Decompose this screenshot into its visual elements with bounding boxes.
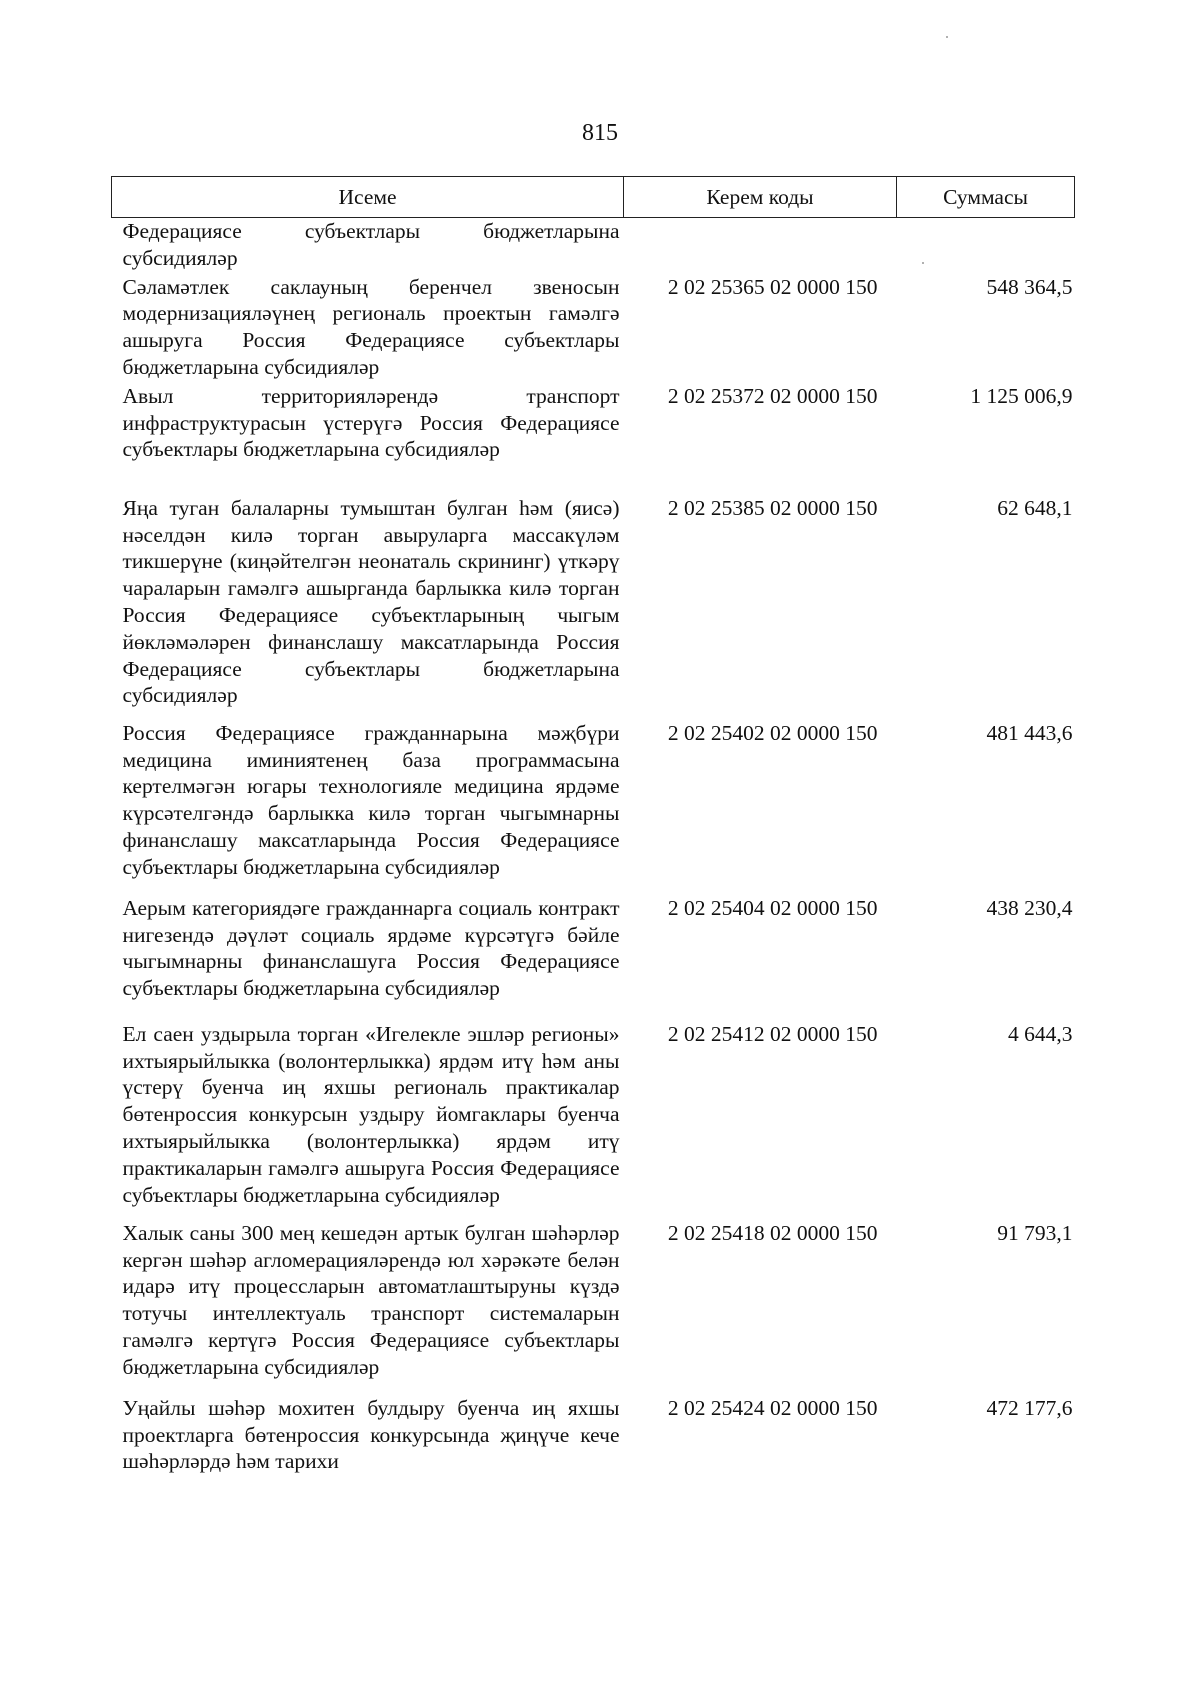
header-name: Исеме <box>112 177 624 218</box>
row-code: 2 02 25365 02 0000 150 <box>667 274 878 299</box>
table-row <box>112 218 1075 274</box>
row-amount: 4 644,3 <box>1008 1021 1073 1046</box>
budget-table <box>111 176 1075 1477</box>
table-row <box>112 383 1075 495</box>
table-row <box>112 1021 1075 1220</box>
row-name: Ел саен уздырыла торган «Игелекле эшләр регионы» ихтыярыйлыкка (волонтерлыкка) ярдәм итү һәм аны үстерү буенча иң яхшы региональ практикалар бөтенроссия конкурсын уздыру йомгаклары буенча ихтыярыйлыкка (волонтерлыкка) ярдәм итү практикаларын гамәлгә ашыруга Россия Федерациясе субъектлары бюджетларына субсидияләр <box>122 1021 620 1207</box>
row-code: 2 02 25372 02 0000 150 <box>667 383 878 408</box>
page-number: 815 <box>582 120 618 146</box>
row-name: Авыл территорияләрендә транспорт инфраструктурасын үстерүгә Россия Федерациясе субъектлары бюджетларына субсидияләр <box>122 383 620 462</box>
row-name: Халык саны 300 мең кешедән артык булган шәһәрләр кергән шәһәр агломерацияләрендә юл хәрәкәте белән идарә итү процессларын автоматлаштыруны күздә тотучы интеллектуаль транспорт системаларын гамәлгә кертүгә Россия Федерациясе субъектлары бюджетларына субсидияләр <box>122 1220 620 1379</box>
row-amount: 1 125 006,9 <box>970 383 1073 408</box>
row-code: 2 02 25404 02 0000 150 <box>667 895 878 920</box>
table-row <box>112 1220 1075 1395</box>
row-code: 2 02 25424 02 0000 150 <box>667 1395 878 1420</box>
row-amount <box>897 218 1075 274</box>
row-code <box>624 218 897 274</box>
row-name: Аерым категориядәге гражданнарга социаль контракт нигезендә дәүләт социаль ярдәме күрсәтүгә бәйле чыгымнарны финанслашуга Россия Федерациясе субъектлары бюджетларына субсидияләр <box>122 895 620 1001</box>
table-row <box>112 895 1075 1021</box>
table-row <box>112 274 1075 383</box>
row-name: Яңа туган балаларны тумыштан булган һәм (яисә) нәселдән килә торган авыруларга массакүләм тикшерүне (киңәйтелгән неонаталь скрининг) үткәрү чараларын гамәлгә ашырганда барлыкка килә торган Россия Федерациясе субъектларының чыгым йөкләмәләрен финанслашу максатларында Россия Федерациясе субъектлары бюджетларына субсидияләр <box>122 495 620 708</box>
scan-speck <box>946 36 948 38</box>
row-code: 2 02 25418 02 0000 150 <box>667 1220 878 1245</box>
row-name: Сәламәтлек саклауның беренчел звеносын модернизацияләүнең региональ проектын гамәлгә ашыруга Россия Федерациясе субъектлары бюджетларына субсидияләр <box>122 274 620 379</box>
table-row <box>112 1395 1075 1477</box>
row-amount: 62 648,1 <box>997 495 1073 520</box>
row-code: 2 02 25412 02 0000 150 <box>667 1021 878 1046</box>
header-amount: Суммасы <box>897 177 1075 218</box>
row-amount: 481 443,6 <box>986 720 1073 745</box>
header-code: Керем коды <box>624 177 897 218</box>
row-code: 2 02 25402 02 0000 150 <box>667 720 878 745</box>
row-name: Федерациясе субъектлары бюджетларына субсидияләр <box>122 219 620 270</box>
table-row <box>112 495 1075 720</box>
table-header-row <box>112 177 1075 218</box>
row-name: Уңайлы шәһәр мохитен булдыру буенча иң яхшы проектларга бөтенроссия конкурсында җиңүче кече шәһәрләрдә һәм тарихи <box>122 1395 620 1474</box>
row-amount: 438 230,4 <box>986 895 1073 920</box>
scan-speck <box>922 262 924 264</box>
table-row <box>112 720 1075 895</box>
row-code: 2 02 25385 02 0000 150 <box>667 495 878 520</box>
row-amount: 91 793,1 <box>997 1220 1073 1245</box>
row-name: Россия Федерациясе гражданнарына мәҗбүри медицина иминиятенең база программасына кертелмәгән югары технологияле медицина ярдәме күрсәтелгәндә барлыкка килә торган чыгымнарны финанслашу максатларында Россия Федерациясе субъектлары бюджетларына субсидияләр <box>122 720 620 879</box>
row-amount: 472 177,6 <box>986 1395 1073 1420</box>
row-amount: 548 364,5 <box>986 274 1073 299</box>
